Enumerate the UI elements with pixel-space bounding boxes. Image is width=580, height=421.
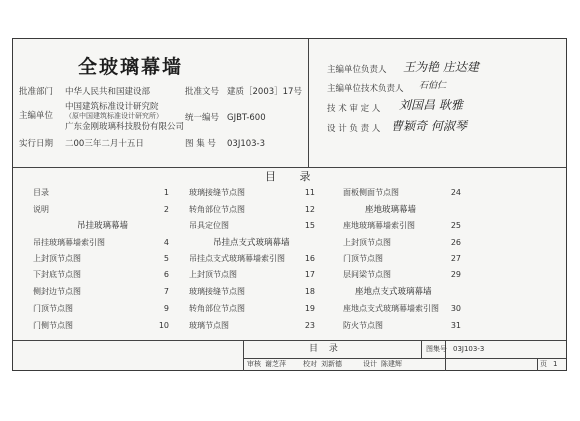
footer-review-label: 审核 — [247, 360, 261, 368]
toc-item[interactable]: 吊挂点支式玻璃幕墙索引图 — [189, 254, 285, 263]
effective-date-label: 实行日期 — [19, 139, 54, 149]
toc-page: 23 — [304, 321, 315, 330]
footer-col-divider — [243, 340, 244, 371]
toc-item[interactable]: 层间梁节点图 — [343, 270, 391, 279]
header-vertical-divider — [308, 39, 309, 167]
toc-item[interactable]: 玻璃接缝节点图 — [189, 188, 245, 197]
responsible-role-1: 主编单位负责人 — [327, 65, 387, 75]
toc-item[interactable]: 门顶节点图 — [33, 304, 73, 313]
editor-unit-line2: （原中国建筑标准设计研究所） — [65, 112, 163, 120]
toc-page: 27 — [450, 254, 461, 263]
toc-item[interactable]: 目录 — [33, 188, 49, 197]
editor-unit-line3: 广东金刚玻璃科技股份有限公司 — [65, 122, 185, 132]
toc-section-heading: 吊挂点支式玻璃幕墙 — [213, 238, 290, 248]
responsible-signature-2: 石伯仁 — [419, 81, 447, 91]
unified-no-label: 统一编号 — [185, 113, 220, 123]
toc-page: 26 — [450, 238, 461, 247]
header-divider — [13, 167, 566, 168]
footer-col-divider — [537, 358, 538, 371]
toc-item[interactable]: 门侧节点图 — [33, 321, 73, 330]
toc-page: 10 — [158, 321, 169, 330]
responsible-signature-1: 王为艳 庄达建 — [403, 60, 479, 74]
approval-dept-label: 批准部门 — [19, 87, 54, 97]
toc-section-heading: 吊挂玻璃幕墙 — [77, 221, 129, 231]
footer-check-name: 刘新德 — [321, 360, 342, 368]
toc-item[interactable]: 上封顶节点图 — [33, 254, 81, 263]
toc-section-heading: 座地玻璃幕墙 — [365, 205, 417, 215]
toc-item[interactable]: 上封顶节点图 — [343, 238, 391, 247]
toc-page: 9 — [163, 304, 169, 313]
toc-page: 25 — [450, 221, 461, 230]
toc-section-heading: 座地点支式玻璃幕墙 — [355, 287, 432, 297]
toc-page: 1 — [163, 188, 169, 197]
toc-page: 18 — [304, 287, 315, 296]
drawing-sheet — [12, 38, 567, 371]
footer-page-value: 1 — [553, 360, 558, 368]
toc-item[interactable]: 吊具定位图 — [189, 221, 229, 230]
toc-page: 2 — [163, 205, 169, 214]
toc-page: 17 — [304, 270, 315, 279]
toc-item[interactable]: 座地玻璃幕墙索引图 — [343, 221, 415, 230]
toc-item[interactable]: 上封顶节点图 — [189, 270, 237, 279]
toc-page: 16 — [304, 254, 315, 263]
approval-dept-value: 中华人民共和国建设部 — [65, 87, 151, 97]
footer-page-label: 页 — [540, 360, 547, 368]
toc-page: 24 — [450, 188, 461, 197]
responsible-role-2: 主编单位技术负责人 — [327, 84, 404, 94]
toc-page: 31 — [450, 321, 461, 330]
responsible-signature-4: 曹颖奇 何淑琴 — [391, 119, 467, 133]
toc-item[interactable]: 说明 — [33, 205, 49, 214]
responsible-signature-3: 刘国昌 耿雅 — [399, 98, 463, 112]
toc-title: 目 录 — [265, 170, 321, 183]
toc-item[interactable]: 转角部位节点图 — [189, 205, 245, 214]
unified-no-value: GJBT-600 — [227, 113, 266, 123]
footer-design-label: 设计 — [363, 360, 377, 368]
toc-item[interactable]: 座地点支式玻璃幕墙索引图 — [343, 304, 439, 313]
approval-doc-value: 建质［2003］17号 — [227, 87, 302, 97]
editor-unit-label: 主编单位 — [19, 111, 54, 121]
toc-page: 5 — [163, 254, 169, 263]
footer-row-divider — [243, 358, 566, 359]
toc-item[interactable]: 下封底节点图 — [33, 270, 81, 279]
editor-unit-line1: 中国建筑标准设计研究院 — [65, 102, 159, 112]
footer-divider — [13, 340, 566, 341]
toc-item[interactable]: 吊挂玻璃幕墙索引图 — [33, 238, 105, 247]
toc-item[interactable]: 门顶节点图 — [343, 254, 383, 263]
toc-page: 11 — [304, 188, 315, 197]
responsible-role-4: 设 计 负 责 人 — [327, 124, 381, 134]
footer-col-divider — [421, 340, 422, 358]
approval-doc-label: 批准文号 — [185, 87, 220, 97]
toc-item[interactable]: 玻璃节点图 — [189, 321, 229, 330]
toc-item[interactable]: 转角部位节点图 — [189, 304, 245, 313]
toc-page: 30 — [450, 304, 461, 313]
toc-item[interactable]: 玻璃接缝节点图 — [189, 287, 245, 296]
toc-item[interactable]: 面板侧面节点图 — [343, 188, 399, 197]
footer-atlas-value: 03J103-3 — [453, 345, 485, 353]
toc-item[interactable]: 防火节点图 — [343, 321, 383, 330]
footer-atlas-label: 图集号 — [426, 345, 447, 353]
toc-page: 4 — [163, 238, 169, 247]
responsible-role-3: 技 术 审 定 人 — [327, 104, 381, 114]
toc-item[interactable]: 侧封边节点图 — [33, 287, 81, 296]
toc-page: 12 — [304, 205, 315, 214]
toc-page: 15 — [304, 221, 315, 230]
toc-page: 7 — [163, 287, 169, 296]
effective-date-value: 二00三年二月十五日 — [65, 139, 144, 149]
toc-page: 29 — [450, 270, 461, 279]
footer-check-label: 校对 — [303, 360, 317, 368]
footer-design-name: 陈建辉 — [381, 360, 402, 368]
atlas-no-label: 图 集 号 — [185, 139, 216, 149]
footer-review-name: 谢芝萍 — [265, 360, 286, 368]
footer-drawing-name: 目 录 — [309, 344, 342, 354]
page-title: 全玻璃幕墙 — [78, 56, 184, 78]
atlas-no-value: 03J103-3 — [227, 139, 266, 149]
toc-page: 6 — [163, 270, 169, 279]
toc-page: 19 — [304, 304, 315, 313]
